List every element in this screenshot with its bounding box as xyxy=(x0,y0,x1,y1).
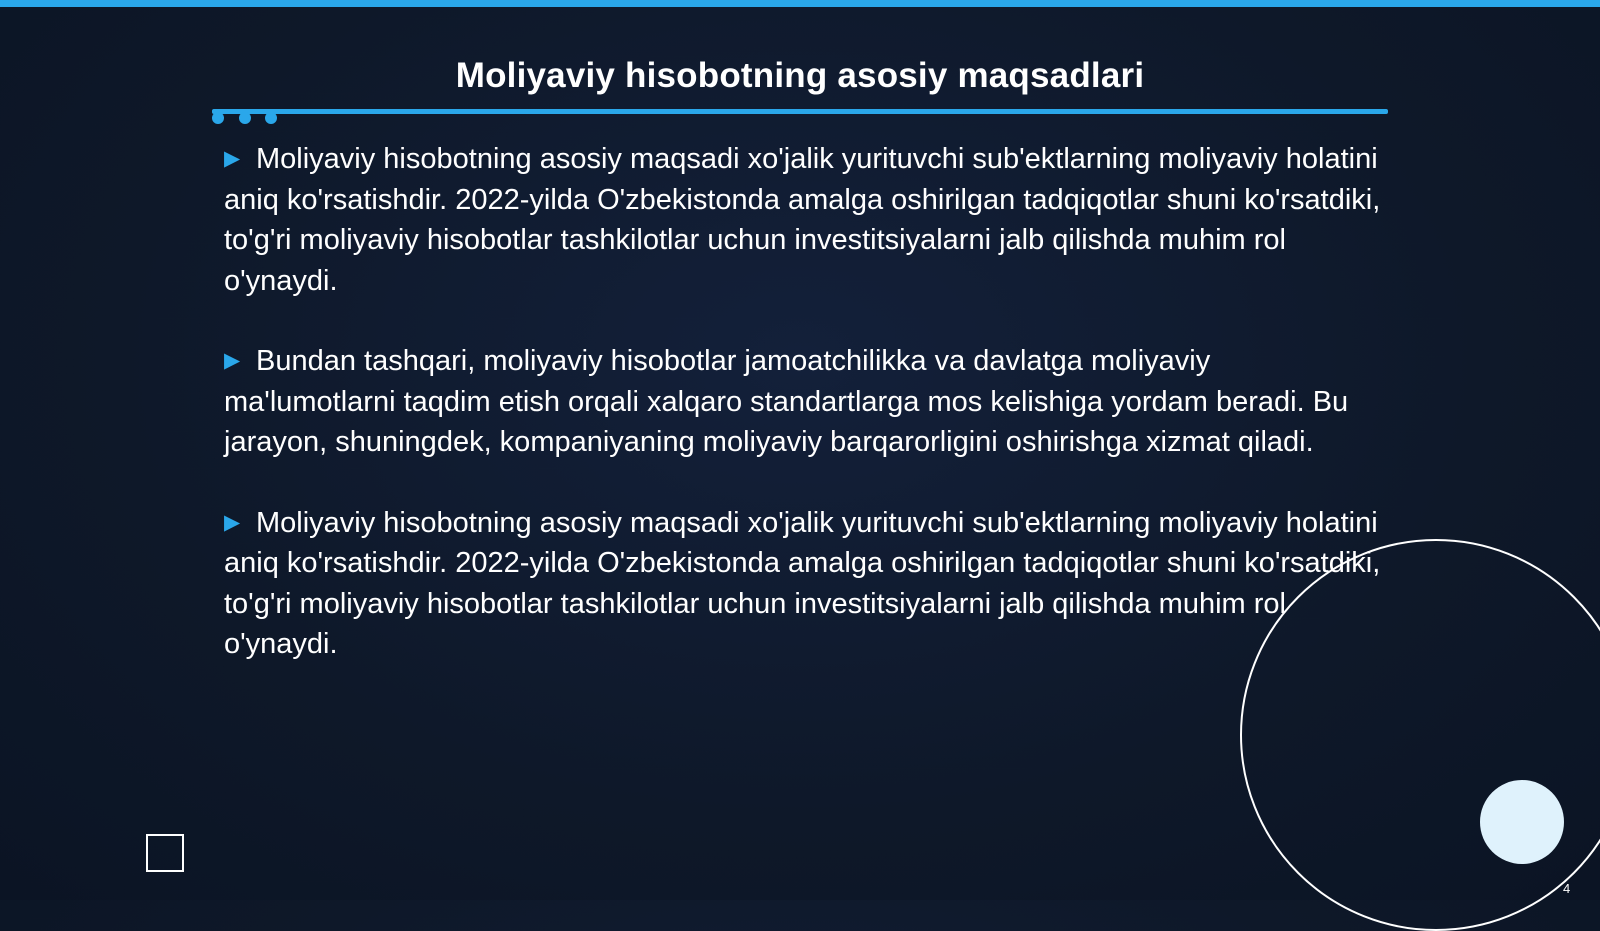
slide-title: Moliyaviy hisobotning asosiy maqsadlari xyxy=(455,56,1145,95)
bullet-arrow-icon: ▶ xyxy=(224,510,241,534)
decorative-square xyxy=(146,834,184,872)
bullet-arrow-icon: ▶ xyxy=(224,349,241,372)
bullet-arrow-icon: ▶ xyxy=(224,147,241,170)
decorative-dot xyxy=(212,112,224,124)
top-accent-strip xyxy=(0,0,1600,7)
bullet-list xyxy=(224,139,1384,705)
bullet-item-3 xyxy=(224,503,1384,665)
decorative-dot xyxy=(265,112,277,124)
bullet-text: Bundan tashqari, moliyaviy hisobotlar jamoatchilikka va davlatga moliyaviy ma'lumotlarni taqdim etish orqali xalqaro standartlarga mos kelishiga yordam beradi. Bu jarayon, shuningdek, kompaniyaning moliyaviy barqarorligini oshirishga xizmat qiladi. xyxy=(224,345,1349,458)
bullet-item-1 xyxy=(224,139,1384,301)
bullet-text: Moliyaviy hisobotning asosiy maqsadi xo'jalik yurituvchi sub'ektlarning moliyaviy holatini aniq ko'rsatishdir. 2022-yilda O'zbekistonda amalga oshirilgan tadqiqotlar shuni ko'rsatdiki, to'g'ri moliyaviy hisobotlar tashkilotlar uchun investitsiyalarni jalb qilishda muhim rol o'ynaydi. xyxy=(224,506,1381,660)
decorative-dot xyxy=(239,112,251,124)
decorative-circle-filled xyxy=(1480,780,1564,864)
title-underline xyxy=(212,109,1388,114)
bullet-item-2 xyxy=(224,341,1384,463)
bullet-text: Moliyaviy hisobotning asosiy maqsadi xo'jalik yurituvchi sub'ektlarning moliyaviy holatini aniq ko'rsatishdir. 2022-yilda O'zbekistonda amalga oshirilgan tadqiqotlar shuni ko'rsatdiki, to'g'ri moliyaviy hisobotlar tashkilotlar uchun investitsiyalarni jalb qilishda muhim rol o'ynaydi. xyxy=(224,143,1381,297)
page-number: 4 xyxy=(1563,881,1571,896)
